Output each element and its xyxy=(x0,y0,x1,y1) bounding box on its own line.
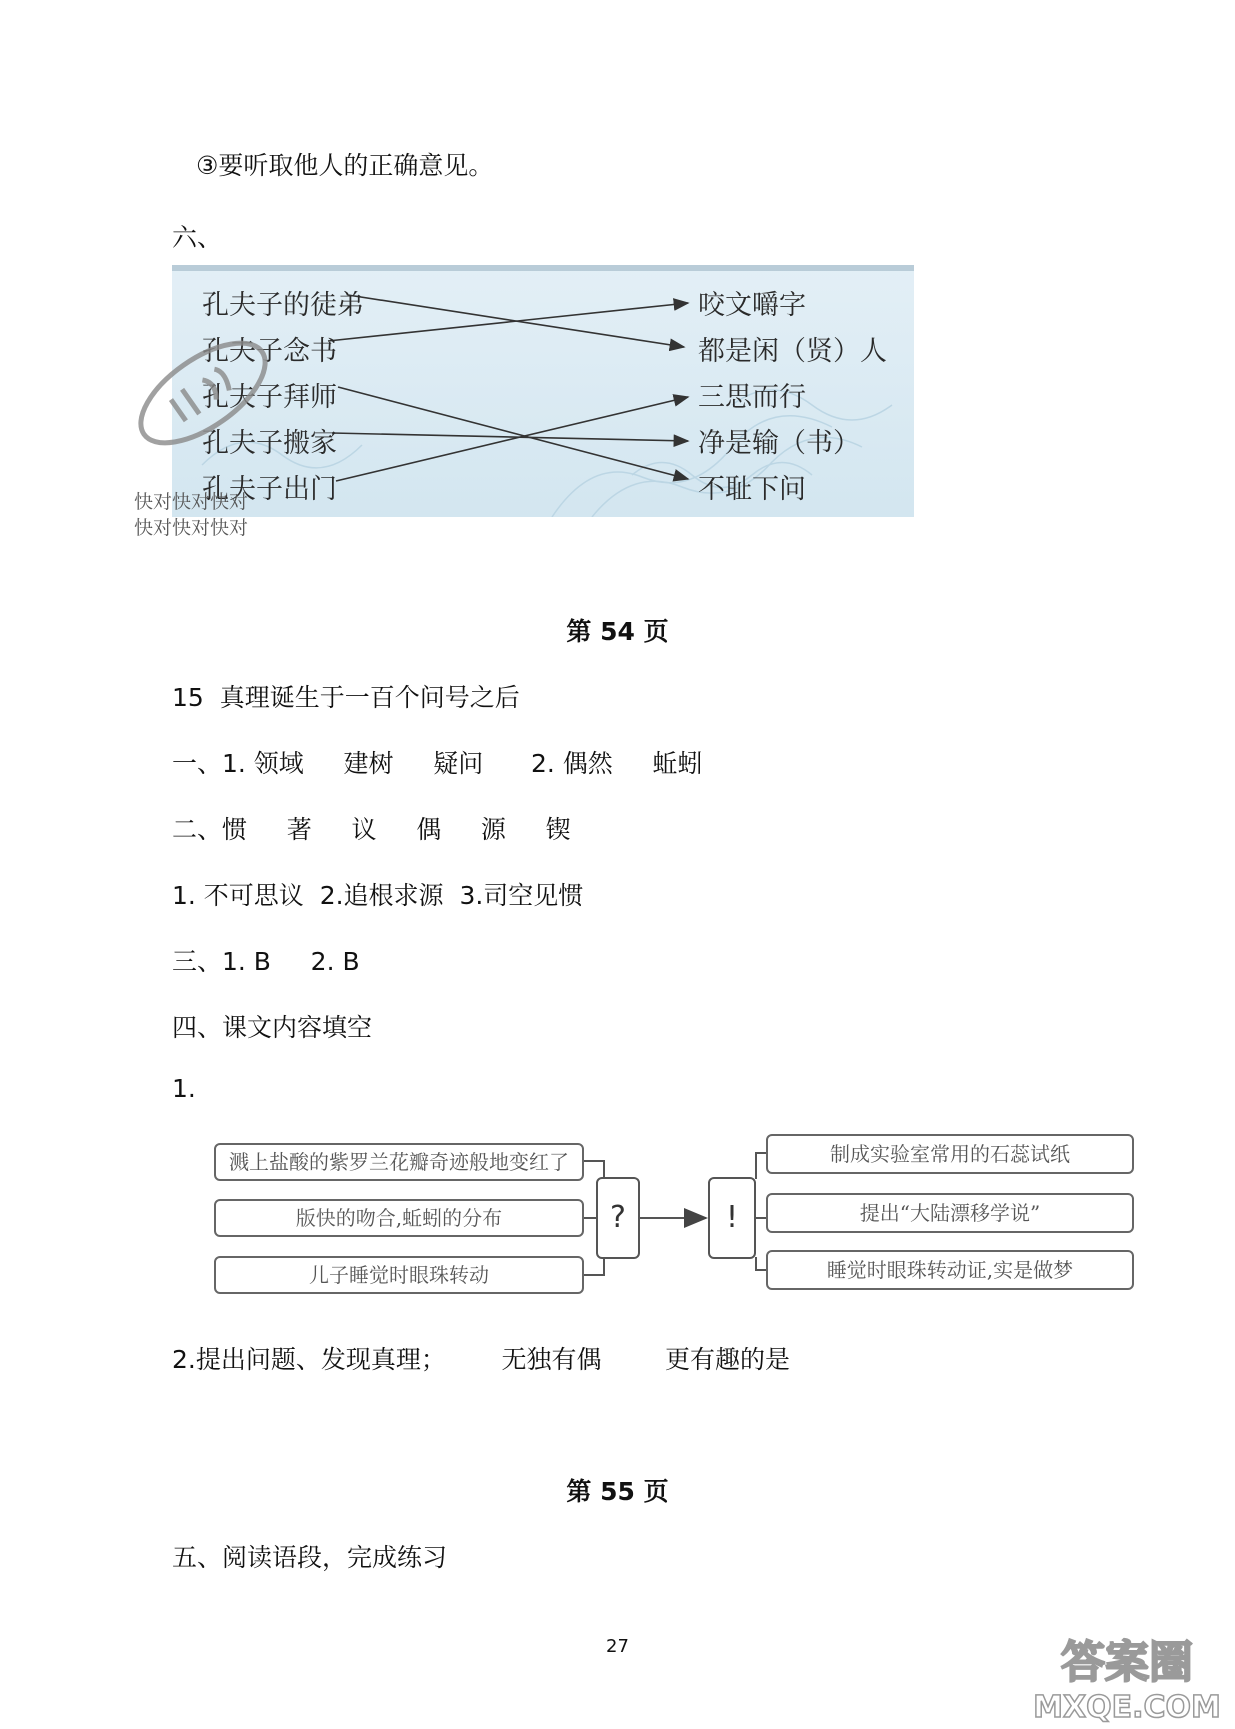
page-number: 27 xyxy=(606,1636,629,1657)
lesson-title: 15 真理诞生于一百个问号之后 xyxy=(172,683,520,712)
match-left-4: 孔夫子搬家 xyxy=(202,428,337,459)
svg-text:答案圈: 答案圈 xyxy=(1061,1637,1193,1688)
match-left-2: 孔夫子念书 xyxy=(202,336,337,367)
diagram-left-box-3: 儿子睡觉时眼珠转动 xyxy=(214,1256,584,1294)
match-left-3: 孔夫子拜师 xyxy=(202,382,337,413)
answer-section-3: 三、1. B 2. B xyxy=(172,947,360,976)
diagram-right-box-3: 睡觉时眼珠转动证,实是做梦 xyxy=(766,1250,1134,1290)
answer-item-3: ③要听取他人的正确意见。 xyxy=(196,151,494,180)
answer-section-2: 二、惯 著 议 偶 源 锲 xyxy=(172,815,571,844)
answer-section-2b: 1. 不可思议 2.追根求源 3.司空见惯 xyxy=(172,881,584,910)
diagram-left-box-2: 版快的吻合,蚯蚓的分布 xyxy=(214,1199,584,1237)
answer-section-1: 一、1. 领域 建树 疑问 2. 偶然 蚯蚓 xyxy=(172,749,703,778)
site-logo xyxy=(1027,1629,1227,1725)
answer-section-4-1: 1. xyxy=(172,1074,196,1103)
answer-section-5: 五、阅读语段，完成练习 xyxy=(172,1543,448,1572)
match-right-3: 三思而行 xyxy=(698,382,806,413)
diagram-right-box-2: 提出“大陆漂移学说” xyxy=(766,1193,1134,1233)
match-left-5: 孔夫子出门 xyxy=(202,474,337,505)
match-right-4: 净是输（书） xyxy=(698,428,860,459)
answer-section-4-2: 2.提出问题、发现真理； 无独有偶 更有趣的是 xyxy=(172,1345,791,1374)
watermark-text-2: 快对快对快对 xyxy=(134,517,249,539)
page-55-heading: 第 55 页 xyxy=(566,1477,669,1506)
exclamation-mark-box: ! xyxy=(708,1177,756,1259)
logo-icon xyxy=(1027,1629,1227,1725)
answer-section-4: 四、课文内容填空 xyxy=(172,1013,373,1042)
match-right-1: 咬文嚼字 xyxy=(698,290,806,321)
match-right-2: 都是闲（贤）人 xyxy=(698,336,887,367)
section-six-label: 六、 xyxy=(172,223,223,252)
diagram-right-box-1: 制成实验室常用的石蕊试纸 xyxy=(766,1134,1134,1174)
svg-text:MXQE.COM: MXQE.COM xyxy=(1033,1690,1221,1725)
page-54-heading: 第 54 页 xyxy=(566,617,669,646)
diagram-left-box-1: 溅上盐酸的紫罗兰花瓣奇迹般地变红了 xyxy=(214,1143,584,1181)
match-left-1: 孔夫子的徒弟 xyxy=(202,290,364,321)
match-right-5: 不耻下问 xyxy=(698,474,806,505)
question-mark-box: ? xyxy=(596,1177,640,1259)
watermark-text-1: 快对快对快对 xyxy=(134,491,249,513)
